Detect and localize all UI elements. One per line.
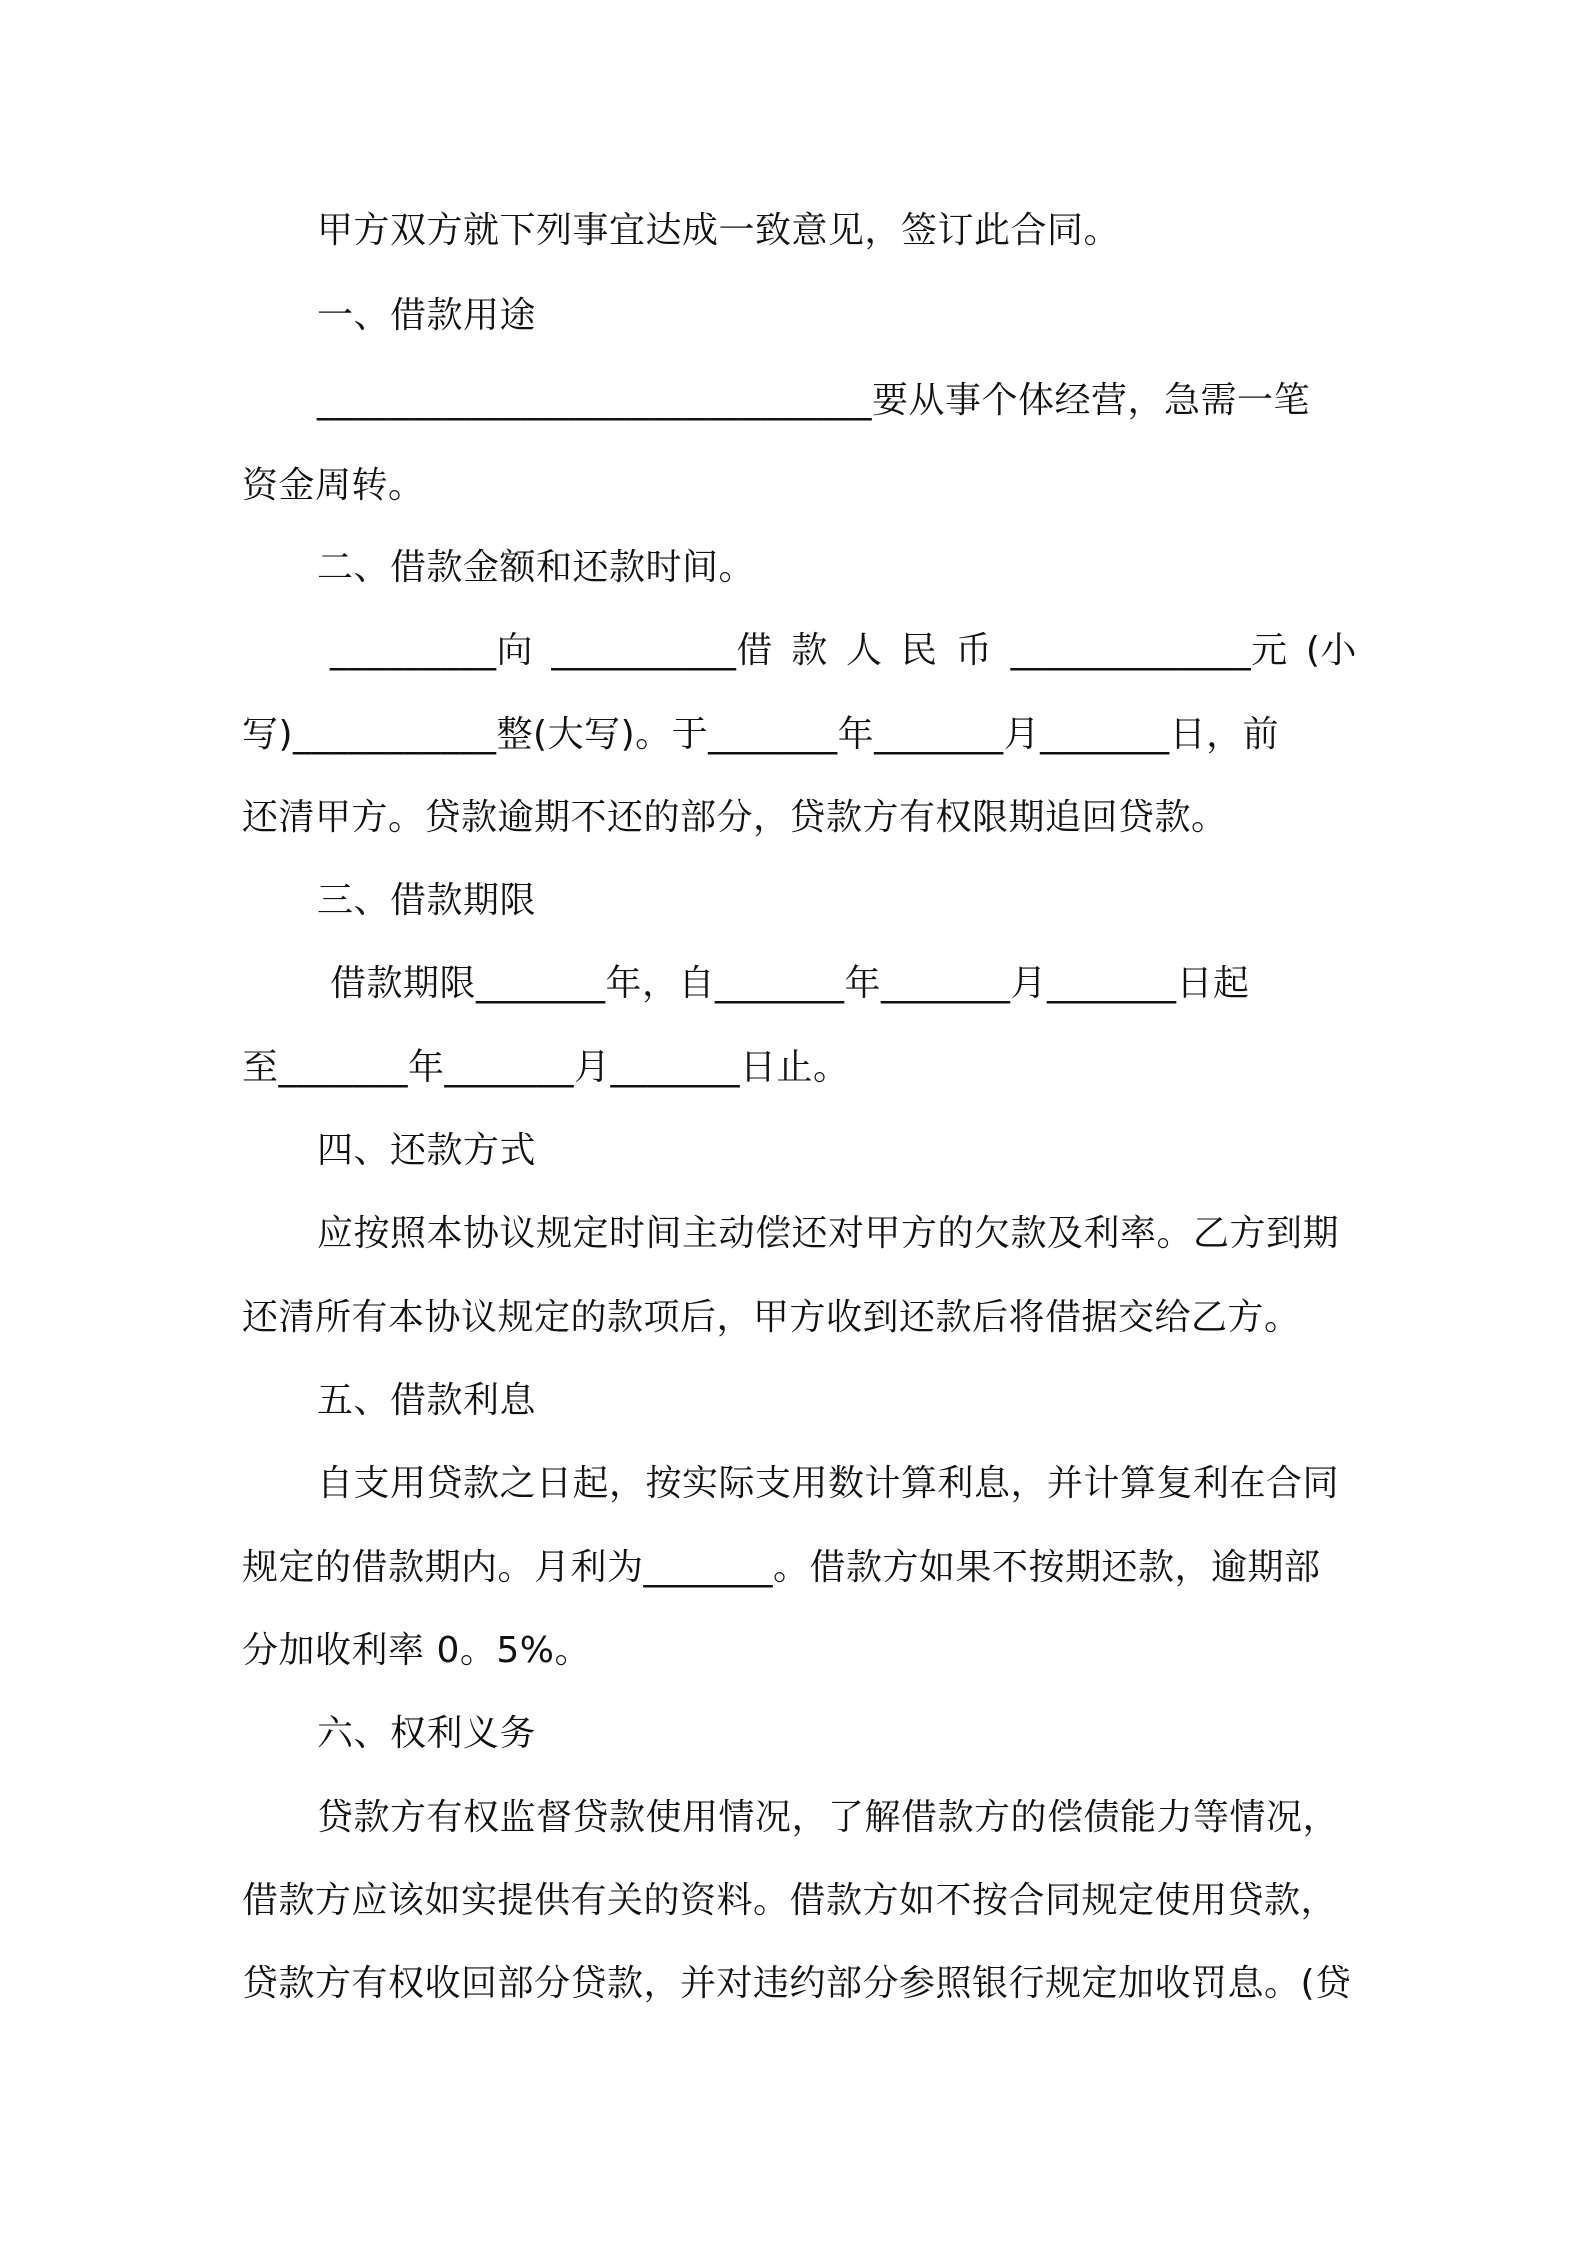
section-2-part: __________借 xyxy=(551,630,773,671)
section-6-heading: 六、权利义务 xyxy=(317,1713,537,1754)
section-3-line-2: 至_______年_______月_______日止。 xyxy=(242,1047,850,1088)
section-5-line-2: 规定的借款期内。月利为_______。借款方如果不按期还款，逾期部 xyxy=(242,1547,1321,1588)
section-2-part: 币 xyxy=(955,630,993,671)
section-6-line-3: 贷款方有权收回部分贷款，并对违约部分参照银行规定加收罚息。(贷 xyxy=(242,1963,1352,2004)
section-2-heading: 二、借款金额和还款时间。 xyxy=(317,547,756,588)
section-1-heading: 一、借款用途 xyxy=(317,295,537,336)
section-2-line-3: 还清甲方。贷款逾期不还的部分，贷款方有权限期追回贷款。 xyxy=(242,797,1228,838)
section-2-part: 民 xyxy=(900,630,938,671)
section-4-line-2: 还清所有本协议规定的款项后，甲方收到还款后将借据交给乙方。 xyxy=(242,1297,1301,1338)
section-2-part: _________向 xyxy=(330,630,534,671)
section-2-line-2: 写)___________整(大写)。于_______年_______月_______日，前 xyxy=(242,714,1280,755)
section-5-line-3: 分加收利率 0。5%。 xyxy=(242,1630,591,1671)
section-6-line-1: 贷款方有权监督贷款使用情况，了解借款方的偿债能力等情况， xyxy=(317,1797,1340,1838)
section-1-line-2: 资金周转。 xyxy=(242,465,425,506)
section-2-line-1 xyxy=(330,625,1357,677)
section-2-part: 人 xyxy=(846,630,883,671)
section-2-part: _____________元 xyxy=(1010,630,1288,671)
section-2-part: (小 xyxy=(1305,630,1357,671)
section-4-line-1: 应按照本协议规定时间主动偿还对甲方的欠款及利率。乙方到期 xyxy=(317,1213,1340,1254)
section-4-heading: 四、还款方式 xyxy=(317,1130,537,1171)
section-5-heading: 五、借款利息 xyxy=(317,1380,537,1421)
section-1-line-1 xyxy=(317,375,1357,427)
section-3-heading: 三、借款期限 xyxy=(317,880,537,921)
section-1-line-1-text: ______________________________要从事个体经营，急需一笔 xyxy=(317,380,1311,421)
section-3-line-1: 借款期限_______年，自_______年_______月_______日起 xyxy=(330,963,1250,1004)
intro-paragraph: 甲方双方就下列事宜达成一致意见，签订此合同。 xyxy=(317,210,1121,251)
section-5-line-1: 自支用贷款之日起，按实际支用数计算利息，并计算复利在合同 xyxy=(317,1463,1340,1504)
section-6-line-2: 借款方应该如实提供有关的资料。借款方如不按合同规定使用贷款， xyxy=(242,1880,1338,1921)
section-2-part: 款 xyxy=(791,630,828,671)
